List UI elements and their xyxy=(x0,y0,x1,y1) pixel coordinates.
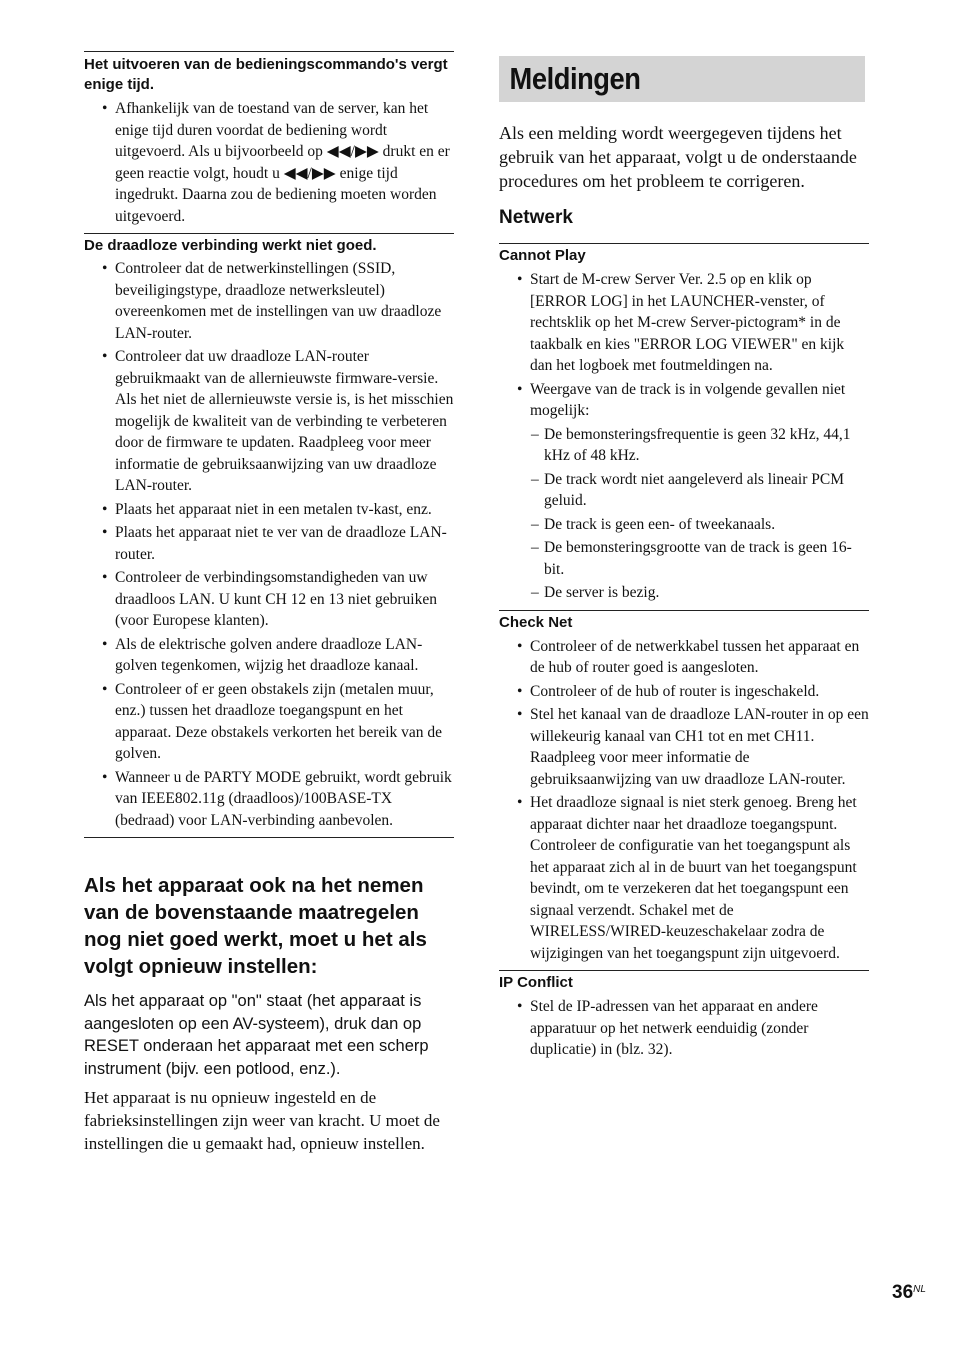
list-item: • Afhankelijk van de toestand van de server, kan het enige tijd duren voordat de bediening wordt uitgevoerd. Als u bijvoorbeeld op ◀◀/▶▶ drukt en er geen reactie volgt, houdt u ◀◀/▶▶ enige tijd ingedrukt. Daarna zou de bediening moeten worden uitgevoerd. xyxy=(84,98,454,227)
section-heading: Netwerk xyxy=(499,207,573,228)
reset-instructions: Als het apparaat op "on" staat (het apparaat is aangesloten op een AV-systeem), druk dan op RESET onderaan het apparaat met een scherp instrument (bijv. een potlood, enz.). xyxy=(84,992,429,1078)
message-list xyxy=(499,636,869,965)
sub-list-item: – De track wordt niet aangeleverd als lineair PCM geluid. xyxy=(499,469,869,512)
message-heading: Cannot Play xyxy=(499,247,586,264)
page-language-code: NL xyxy=(913,1284,926,1295)
sub-list-item: – De bemonsteringsgrootte van de track is geen 16-bit. xyxy=(499,537,869,580)
divider xyxy=(84,51,454,52)
divider xyxy=(84,837,454,838)
right-column xyxy=(499,0,869,1063)
answer-list xyxy=(84,258,454,831)
divider xyxy=(499,610,869,611)
message-heading: Check Net xyxy=(499,613,573,631)
list-item: • Stel de IP-adressen van het apparaat en andere apparatuur op het netwerk eenduidig (zonder duplicatie) in (blz. 32). xyxy=(499,996,869,1061)
divider xyxy=(84,233,454,234)
reset-note: Het apparaat is nu opnieuw ingesteld en de fabrieksinstellingen zijn weer van kracht. U moet de instellingen die u gemaakt had, opnieuw instellen. xyxy=(84,1088,440,1153)
left-column xyxy=(84,0,454,1155)
sub-list-item: – De server is bezig. xyxy=(499,582,869,604)
page-number-value: 36 xyxy=(892,1282,914,1303)
page-number xyxy=(892,1282,926,1304)
message-list xyxy=(499,996,869,1061)
list-item: • Stel het kanaal van de draadloze LAN-router in op een willekeurig kanaal van CH1 tot en met CH11. Raadpleeg voor meer informatie de gebruiksaanwijzing van uw draadloze LAN-router. xyxy=(499,704,869,790)
page-title: Meldingen xyxy=(509,61,641,96)
list-item: • Controleer of er geen obstakels zijn (metalen muur, enz.) tussen het draadloze toegangspunt en het apparaat. Deze obstakels verkorten het bereik van de golven. xyxy=(84,679,454,765)
list-item: • Controleer de verbindingsomstandigheden van uw draadloos LAN. U kunt CH 12 en 13 niet gebruiken (voor Europese klanten). xyxy=(84,567,454,632)
list-item: • Controleer of de hub of router is ingeschakeld. xyxy=(499,681,869,703)
message-heading: IP Conflict xyxy=(499,974,573,991)
list-item: • Wanneer u de PARTY MODE gebruikt, wordt gebruik van IEEE802.11g (draadloos)/100BASE-TX (bedraad) voor LAN-verbinding aanbevolen. xyxy=(84,767,454,832)
answer-list xyxy=(84,98,454,227)
question-heading: De draadloze verbinding werkt niet goed. xyxy=(84,237,377,254)
intro-paragraph: Als een melding wordt weergegeven tijdens het gebruik van het apparaat, volgt u de onderstaande procedures om het probleem te corrigeren. xyxy=(499,123,857,191)
list-item: • Controleer of de netwerkkabel tussen het apparaat en de hub of router goed is aangesloten. xyxy=(499,636,869,679)
message-list xyxy=(499,269,869,422)
question-heading: Het uitvoeren van de bedieningscommando's vergt enige tijd. xyxy=(84,56,448,93)
list-item: • Start de M-crew Server Ver. 2.5 op en klik op [ERROR LOG] in het LAUNCHER-venster, of rechtsklik op het M-crew Server-pictogram* in de taakbalk en kies "ERROR LOG VIEWER" en kijk dan het logboek met foutmeldingen na. xyxy=(499,269,869,377)
divider xyxy=(499,243,869,244)
divider xyxy=(499,970,869,971)
sub-list-item: – De bemonsteringsfrequentie is geen 32 kHz, 44,1 kHz of 48 kHz. xyxy=(499,424,869,467)
list-item: • Plaats het apparaat niet te ver van de draadloze LAN-router. xyxy=(84,522,454,565)
list-item: • Controleer dat de netwerkinstellingen (SSID, beveiligingstype, draadloze netwerksleutel) overeenkomen met de instellingen van uw draadloze LAN-router. xyxy=(84,258,454,344)
sub-list-item: – De track is geen een- of tweekanaals. xyxy=(499,514,869,536)
sub-list xyxy=(499,424,869,604)
reset-heading: Als het apparaat ook na het nemen van de bovenstaande maatregelen nog niet goed werkt, moet u het als volgt opnieuw instellen: xyxy=(84,874,427,978)
list-item: • Als de elektrische golven andere draadloze LAN-golven tegenkomen, wijzig het draadloze kanaal. xyxy=(84,634,454,677)
list-item: • Controleer dat uw draadloze LAN-router gebruikmaakt van de allernieuwste firmware-versie. Als het niet de allernieuwste versie is, is het misschien mogelijk de kwaliteit van de verbinding te verbeteren door de firmware te updaten. Raadpleeg voor meer informatie de gebruiksaanwijzing van uw draadloze LAN-router. xyxy=(84,346,454,497)
list-item: • Weergave van de track is in volgende gevallen niet mogelijk: xyxy=(499,379,869,422)
page-title-box xyxy=(499,56,865,102)
list-item: • Het draadloze signaal is niet sterk genoeg. Breng het apparaat dichter naar het draadloze toegangspunt. Controleer de configuratie van het toegangspunt als het apparaat zich al in de buurt van het toegangspunt bevindt, om te verzekeren dat het toegangspunt een signaal verzendt. Schakel met de WIRELESS/WIRED-keuzeschakelaar zodra de wijzigingen van het toegangspunt zijn uitgevoerd. xyxy=(499,792,869,964)
list-item: • Plaats het apparaat niet in een metalen tv-kast, enz. xyxy=(84,499,454,521)
